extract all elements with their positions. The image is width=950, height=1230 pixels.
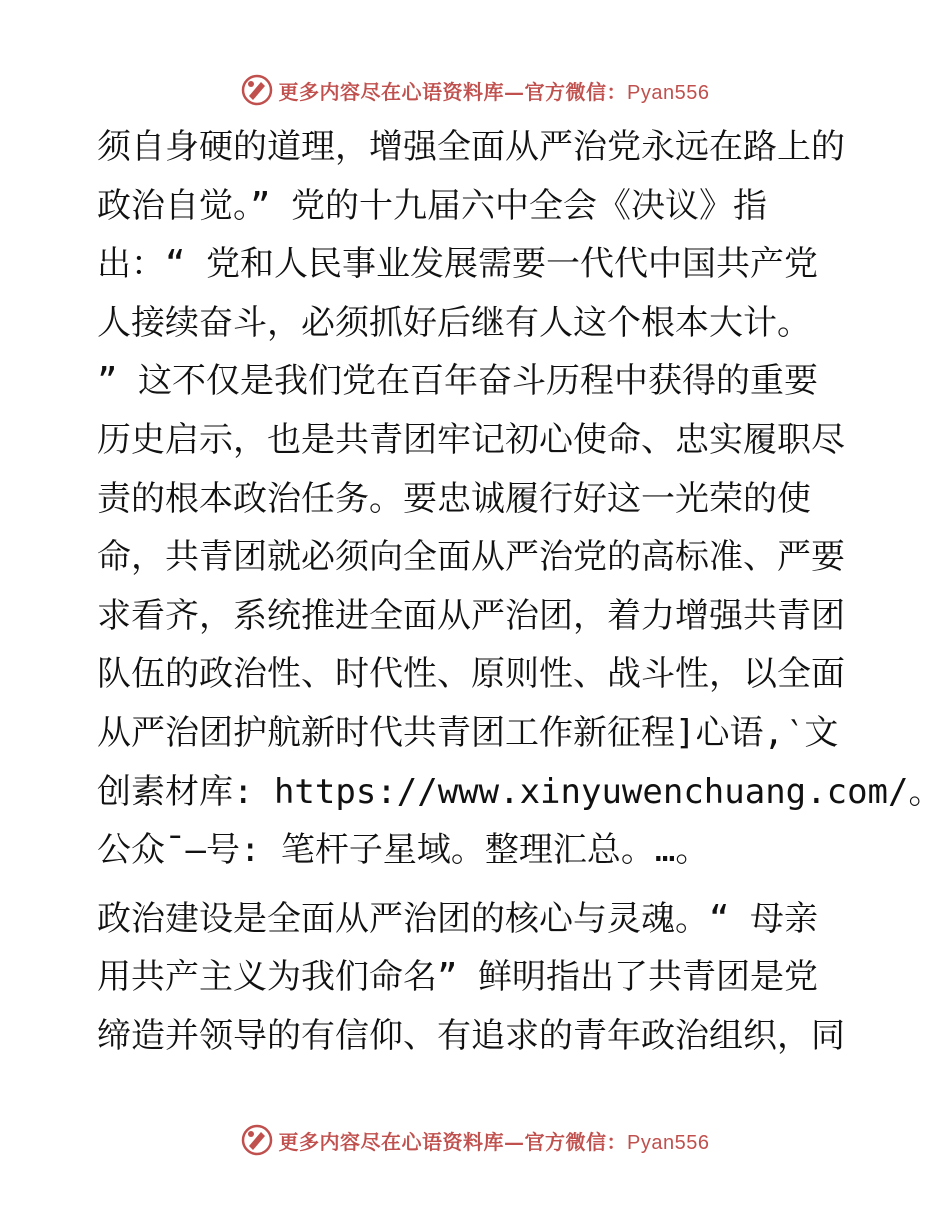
- text-line: 从严治团护航新时代共青团工作新征程]心语,‵文: [97, 712, 839, 753]
- text-line: 队伍的政治性、时代性、原则性、战斗性，以全面: [97, 654, 845, 695]
- text-line: 人接续奋斗，必须抓好后继有人这个根本大计。: [97, 302, 811, 343]
- text-line: 用共产主义为我们命名” 鲜明指出了共青团是党: [97, 957, 818, 998]
- text-line: 求看齐，系统推进全面从严治团，着力增强共青团: [97, 595, 845, 636]
- header-banner-id: Pyan556: [627, 81, 710, 104]
- text-line: 政治自觉。” 党的十九届六中全会《决议》指: [97, 185, 767, 226]
- text-line: ” 这不仅是我们党在百年奋斗历程中获得的重要: [97, 361, 818, 402]
- footer-banner: [0, 1120, 950, 1160]
- text-line: 历史启示，也是共青团牢记初心使命、忠实履职尽: [97, 419, 845, 460]
- text-line: 命，共青团就必须向全面从严治党的高标准、严要: [97, 537, 845, 578]
- text-line: 政治建设是全面从严治团的核心与灵魂。“ 母亲: [97, 898, 818, 939]
- footer-banner-id: Pyan556: [627, 1131, 710, 1154]
- brand-logo-icon: [241, 74, 273, 106]
- header-banner-text: [279, 76, 710, 105]
- footer-banner-text: [279, 1126, 710, 1155]
- brand-logo-icon: [241, 1124, 273, 1156]
- paragraph-2: [97, 890, 857, 1066]
- text-line: 缔造并领导的有信仰、有追求的青年政治组织，同: [97, 1015, 845, 1056]
- document-body: [97, 118, 943, 1066]
- text-line: 责的根本政治任务。要忠诚履行好这一光荣的使: [97, 478, 811, 519]
- text-line: 须自身硬的道理，增强全面从严治党永远在路上的: [97, 127, 845, 167]
- text-line: 公众¯—号: 笔杆子星域。整理汇总。…。: [97, 830, 710, 871]
- paragraph-1: [97, 118, 943, 880]
- paragraph-gap: [97, 880, 857, 890]
- header-banner: [0, 70, 950, 110]
- text-line: 出：“ 党和人民事业发展需要一代代中国共产党: [97, 244, 818, 285]
- header-banner-label: 更多内容尽在心语资料库—官方微信：: [278, 79, 628, 104]
- footer-banner-label: 更多内容尽在心语资料库—官方微信：: [278, 1129, 628, 1154]
- text-line: 创素材库: https://www.xinyuwenchuang.com/。: [97, 771, 943, 812]
